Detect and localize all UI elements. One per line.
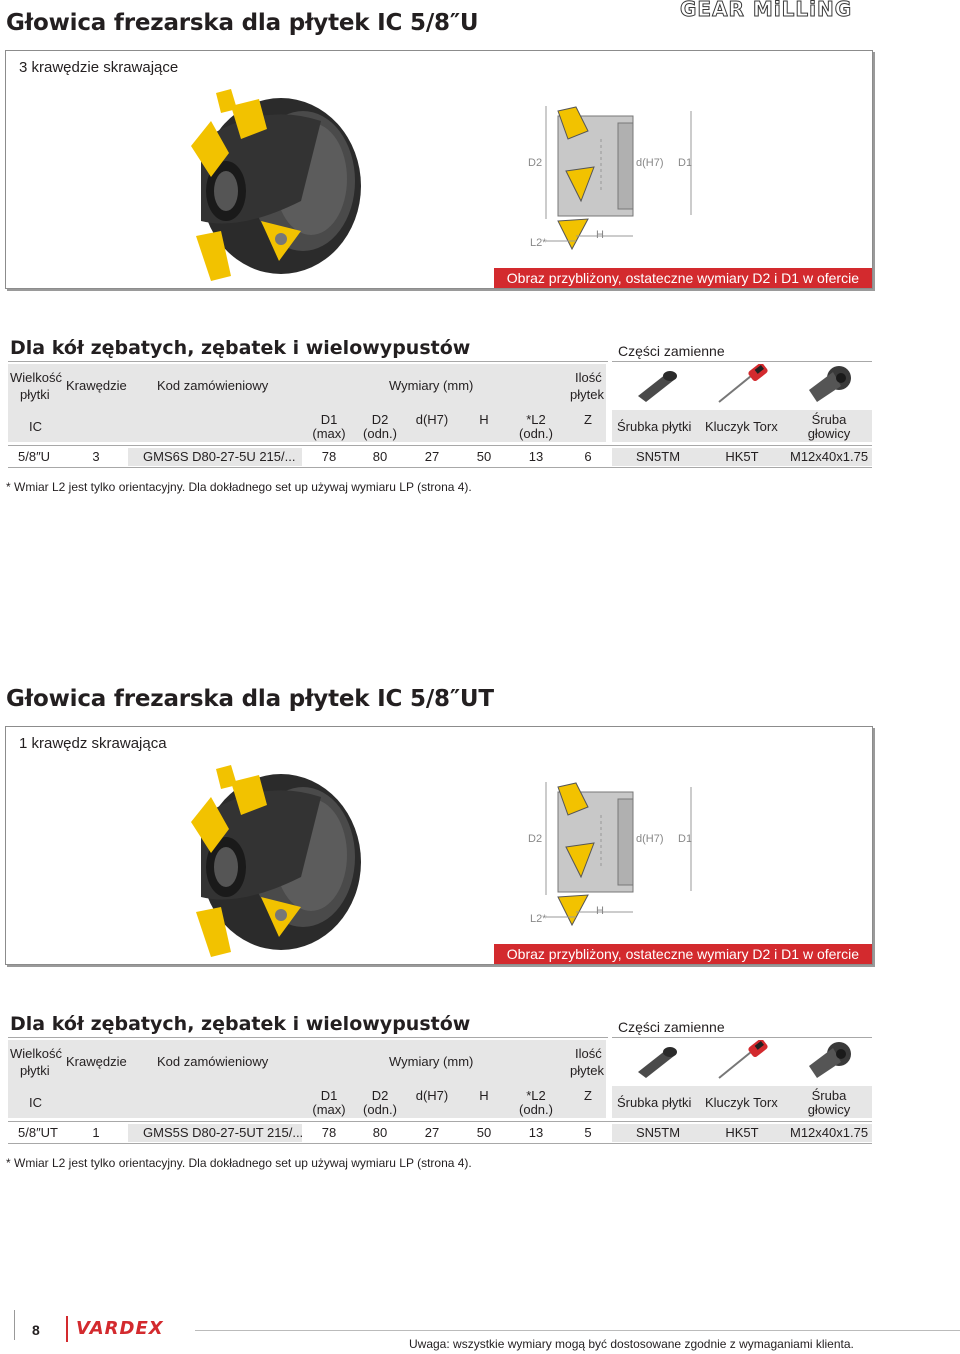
col-header-d1: D1 — [320, 1088, 338, 1103]
col-header-sruba: Śruba — [811, 1088, 847, 1103]
parts-title: Części zamienne — [618, 1019, 725, 1035]
col-header-srubka: Śrubka płytki — [617, 1095, 692, 1110]
parts-title: Części zamienne — [618, 343, 725, 359]
divider — [8, 361, 608, 362]
divider — [8, 1037, 608, 1038]
row-l2: 13 — [528, 449, 544, 464]
footnote: * Wmiar L2 jest tylko orientacyjny. Dla dokładnego set up używaj wymiaru LP (strona 4). — [6, 1156, 472, 1170]
col-header-kod: Kod zamówieniowy — [157, 378, 269, 393]
diagram-label-d2: D2 — [528, 157, 543, 169]
diagram-label-dh7: d(H7) — [636, 157, 664, 169]
row-edges: 1 — [92, 1125, 100, 1140]
col-header-krawedzie: Krawędzie — [66, 1054, 127, 1069]
col-header-wielkosc: Wielkość — [10, 370, 63, 385]
page-title: Głowica frezarska dla płytek IC 5/8″UT — [6, 686, 494, 712]
diagram-label-dh7: d(H7) — [636, 833, 664, 845]
row-bolt: M12x40x1.75 — [790, 1125, 869, 1140]
col-header-h: H — [479, 1088, 489, 1103]
row-d2: 80 — [372, 449, 388, 464]
row-l2: 13 — [528, 1125, 544, 1140]
table-title: Dla kół zębatych, zębatek i wielowypustów — [10, 1013, 471, 1035]
row-d2: 80 — [372, 1125, 388, 1140]
col-header-ic: IC — [29, 419, 42, 434]
col-header-glowicy: głowicy — [807, 1102, 851, 1117]
divider — [612, 361, 872, 362]
col-header-z: Z — [584, 412, 592, 427]
section-2-container — [0, 676, 960, 1176]
col-header-h: H — [479, 412, 489, 427]
row-z: 5 — [584, 1125, 592, 1140]
bolt-icon — [805, 364, 853, 404]
panel-subtitle: 3 krawędzie skrawające — [19, 59, 179, 76]
approx-image-note: Obraz przybliżony, ostateczne wymiary D2 i D1 w ofercie — [494, 944, 872, 964]
diagram-label-l2: L2* — [530, 913, 547, 925]
diagram-label-d1: D1 — [678, 157, 693, 169]
bolt-icon — [805, 1040, 853, 1080]
col-header-sruba: Śruba — [811, 412, 847, 427]
row-z: 6 — [584, 449, 592, 464]
product-image-panel — [5, 50, 873, 289]
cutter-diagram — [506, 101, 726, 251]
col-header-d1: D1 — [320, 412, 338, 427]
diagram-label-l2: L2* — [530, 237, 547, 249]
row-ic: 5/8″UT — [18, 1125, 59, 1140]
diagram-label-d1: D1 — [678, 833, 693, 845]
col-header-plytek: płytek — [570, 1063, 604, 1078]
col-header-glowicy: głowicy — [807, 426, 851, 441]
col-header-srubka: Śrubka płytki — [617, 419, 692, 434]
col-header-dh7: d(H7) — [415, 1088, 449, 1103]
cutter-head-image — [171, 81, 371, 286]
col-header-kluczyk: Kluczyk Torx — [705, 419, 778, 434]
footer-red-bar — [66, 1316, 68, 1342]
torx-key-icon — [715, 1040, 771, 1082]
divider — [8, 1121, 872, 1122]
col-header-plytek: płytek — [570, 387, 604, 402]
gear-milling-logo: GEAR MiLLiNG — [680, 0, 853, 21]
col-header-plytki: płytki — [20, 1063, 50, 1078]
divider — [612, 1037, 872, 1038]
vardex-logo: VARDEX — [76, 1318, 164, 1339]
row-screw: SN5TM — [635, 449, 681, 464]
diagram-label-h: H — [596, 905, 604, 917]
col-header-wielkosc: Wielkość — [10, 1046, 63, 1061]
divider — [8, 445, 872, 446]
row-ic: 5/8″U — [18, 449, 51, 464]
col-header-d2: D2 — [371, 1088, 389, 1103]
row-code: GMS6S D80-27-5U 215/... — [143, 449, 296, 464]
torx-key-icon — [715, 364, 771, 406]
row-h: 50 — [476, 1125, 492, 1140]
cutter-head-image — [171, 757, 371, 962]
col-header-ilosc: Ilość — [575, 1046, 602, 1061]
col-header-d2-sub: (odn.) — [363, 426, 397, 441]
row-key: HK5T — [725, 1125, 759, 1140]
approx-image-note: Obraz przybliżony, ostateczne wymiary D2 i D1 w ofercie — [494, 268, 872, 288]
row-key: HK5T — [725, 449, 759, 464]
screw-icon — [632, 1042, 680, 1080]
row-screw: SN5TM — [635, 1125, 681, 1140]
col-header-d1-sub: (max) — [312, 1102, 346, 1117]
row-dh7: 27 — [424, 1125, 440, 1140]
row-h: 50 — [476, 449, 492, 464]
col-header-l2: *L2 — [526, 412, 546, 427]
page-title: Głowica frezarska dla płytek IC 5/8″U — [6, 10, 479, 36]
row-bolt: M12x40x1.75 — [790, 449, 869, 464]
footer-note: Uwaga: wszystkie wymiary mogą być dostosowane zgodnie z wymaganiami klienta. — [409, 1337, 854, 1351]
col-header-d2: D2 — [371, 412, 389, 427]
row-dh7: 27 — [424, 449, 440, 464]
col-header-d2-sub: (odn.) — [363, 1102, 397, 1117]
col-header-kod: Kod zamówieniowy — [157, 1054, 269, 1069]
diagram-label-d2: D2 — [528, 833, 543, 845]
page-number: 8 — [32, 1322, 40, 1338]
divider — [8, 467, 872, 468]
col-header-dh7: d(H7) — [415, 412, 449, 427]
col-header-ic: IC — [29, 1095, 42, 1110]
footer-line — [195, 1330, 960, 1331]
col-header-wymiary: Wymiary (mm) — [389, 378, 474, 393]
table-title: Dla kół zębatych, zębatek i wielowypustów — [10, 337, 471, 359]
cutter-diagram — [506, 777, 726, 927]
divider — [8, 1143, 872, 1144]
diagram-label-h: H — [596, 229, 604, 241]
screw-icon — [632, 366, 680, 404]
col-header-plytki: płytki — [20, 387, 50, 402]
row-edges: 3 — [92, 449, 100, 464]
col-header-kluczyk: Kluczyk Torx — [705, 1095, 778, 1110]
col-header-d1-sub: (max) — [312, 426, 346, 441]
col-header-l2-sub: (odn.) — [519, 1102, 553, 1117]
col-header-l2-sub: (odn.) — [519, 426, 553, 441]
row-d1: 78 — [321, 449, 337, 464]
row-code: GMS5S D80-27-5UT 215/... — [143, 1125, 304, 1140]
panel-subtitle: 1 krawędz skrawająca — [19, 735, 167, 752]
footer-divider — [14, 1310, 15, 1340]
col-header-krawedzie: Krawędzie — [66, 378, 127, 393]
col-header-wymiary: Wymiary (mm) — [389, 1054, 474, 1069]
col-header-z: Z — [584, 1088, 592, 1103]
footnote: * Wmiar L2 jest tylko orientacyjny. Dla dokładnego set up używaj wymiaru LP (strona 4). — [6, 480, 472, 494]
row-d1: 78 — [321, 1125, 337, 1140]
product-image-panel — [5, 726, 873, 965]
col-header-ilosc: Ilość — [575, 370, 602, 385]
col-header-l2: *L2 — [526, 1088, 546, 1103]
section-1-container — [0, 0, 960, 500]
